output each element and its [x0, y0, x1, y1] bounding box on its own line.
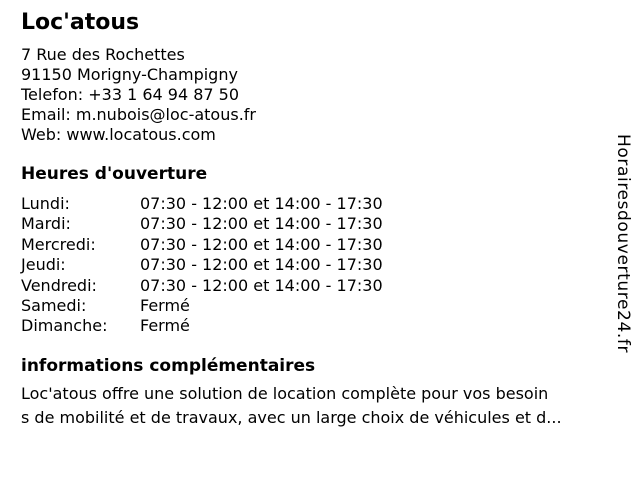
hours-times-value: 07:30 - 12:00 et 14:00 - 17:30 [140, 214, 383, 234]
hours-row [21, 214, 600, 234]
hours-row [21, 316, 600, 336]
info-line-2: s de mobilité et de travaux, avec un large choix de véhicules et d... [21, 407, 562, 427]
hours-times-value: 07:30 - 12:00 et 14:00 - 17:30 [140, 194, 383, 213]
address-line-2: 91150 Morigny-Champigny [21, 65, 238, 84]
info-line-1: Loc'atous offre une solution de location complète pour vos besoin [21, 383, 549, 403]
hours-day-label: Dimanche: [21, 316, 108, 336]
hours-row [21, 235, 600, 255]
hours-times-value: 07:30 - 12:00 et 14:00 - 17:30 [140, 275, 383, 295]
hours-times-value: Fermé [140, 296, 190, 316]
hours-row [21, 255, 600, 275]
hours-day-label: Vendredi: [21, 275, 97, 295]
hours-heading: Heures d'ouverture [21, 164, 208, 184]
business-name-title: Loc'atous [21, 10, 140, 35]
phone-line: Telefon: +33 1 64 94 87 50 [21, 85, 240, 104]
email-line: Email: m.nubois@loc-atous.fr [21, 105, 256, 124]
web-line: Web: www.locatous.com [21, 125, 216, 144]
main-content [21, 0, 600, 430]
info-heading: informations complémentaires [21, 355, 316, 376]
hours-day-label: Samedi: [21, 296, 87, 316]
watermark-vertical-text: Horairesdouverture24.fr [613, 134, 633, 354]
hours-row [21, 194, 600, 214]
hours-row [21, 276, 600, 296]
hours-day-label: Jeudi: [21, 255, 66, 275]
contact-block [21, 45, 600, 145]
address-line-1: 7 Rue des Rochettes [21, 45, 185, 64]
hours-day-label: Lundi: [21, 194, 70, 213]
info-paragraph [21, 382, 600, 430]
hours-times-value: Fermé [140, 316, 190, 336]
hours-day-label: Mardi: [21, 214, 71, 234]
hours-row [21, 296, 600, 316]
hours-table [21, 194, 600, 337]
hours-times-value: 07:30 - 12:00 et 14:00 - 17:30 [140, 234, 383, 254]
hours-times-value: 07:30 - 12:00 et 14:00 - 17:30 [140, 255, 383, 275]
hours-day-label: Mercredi: [21, 234, 96, 254]
